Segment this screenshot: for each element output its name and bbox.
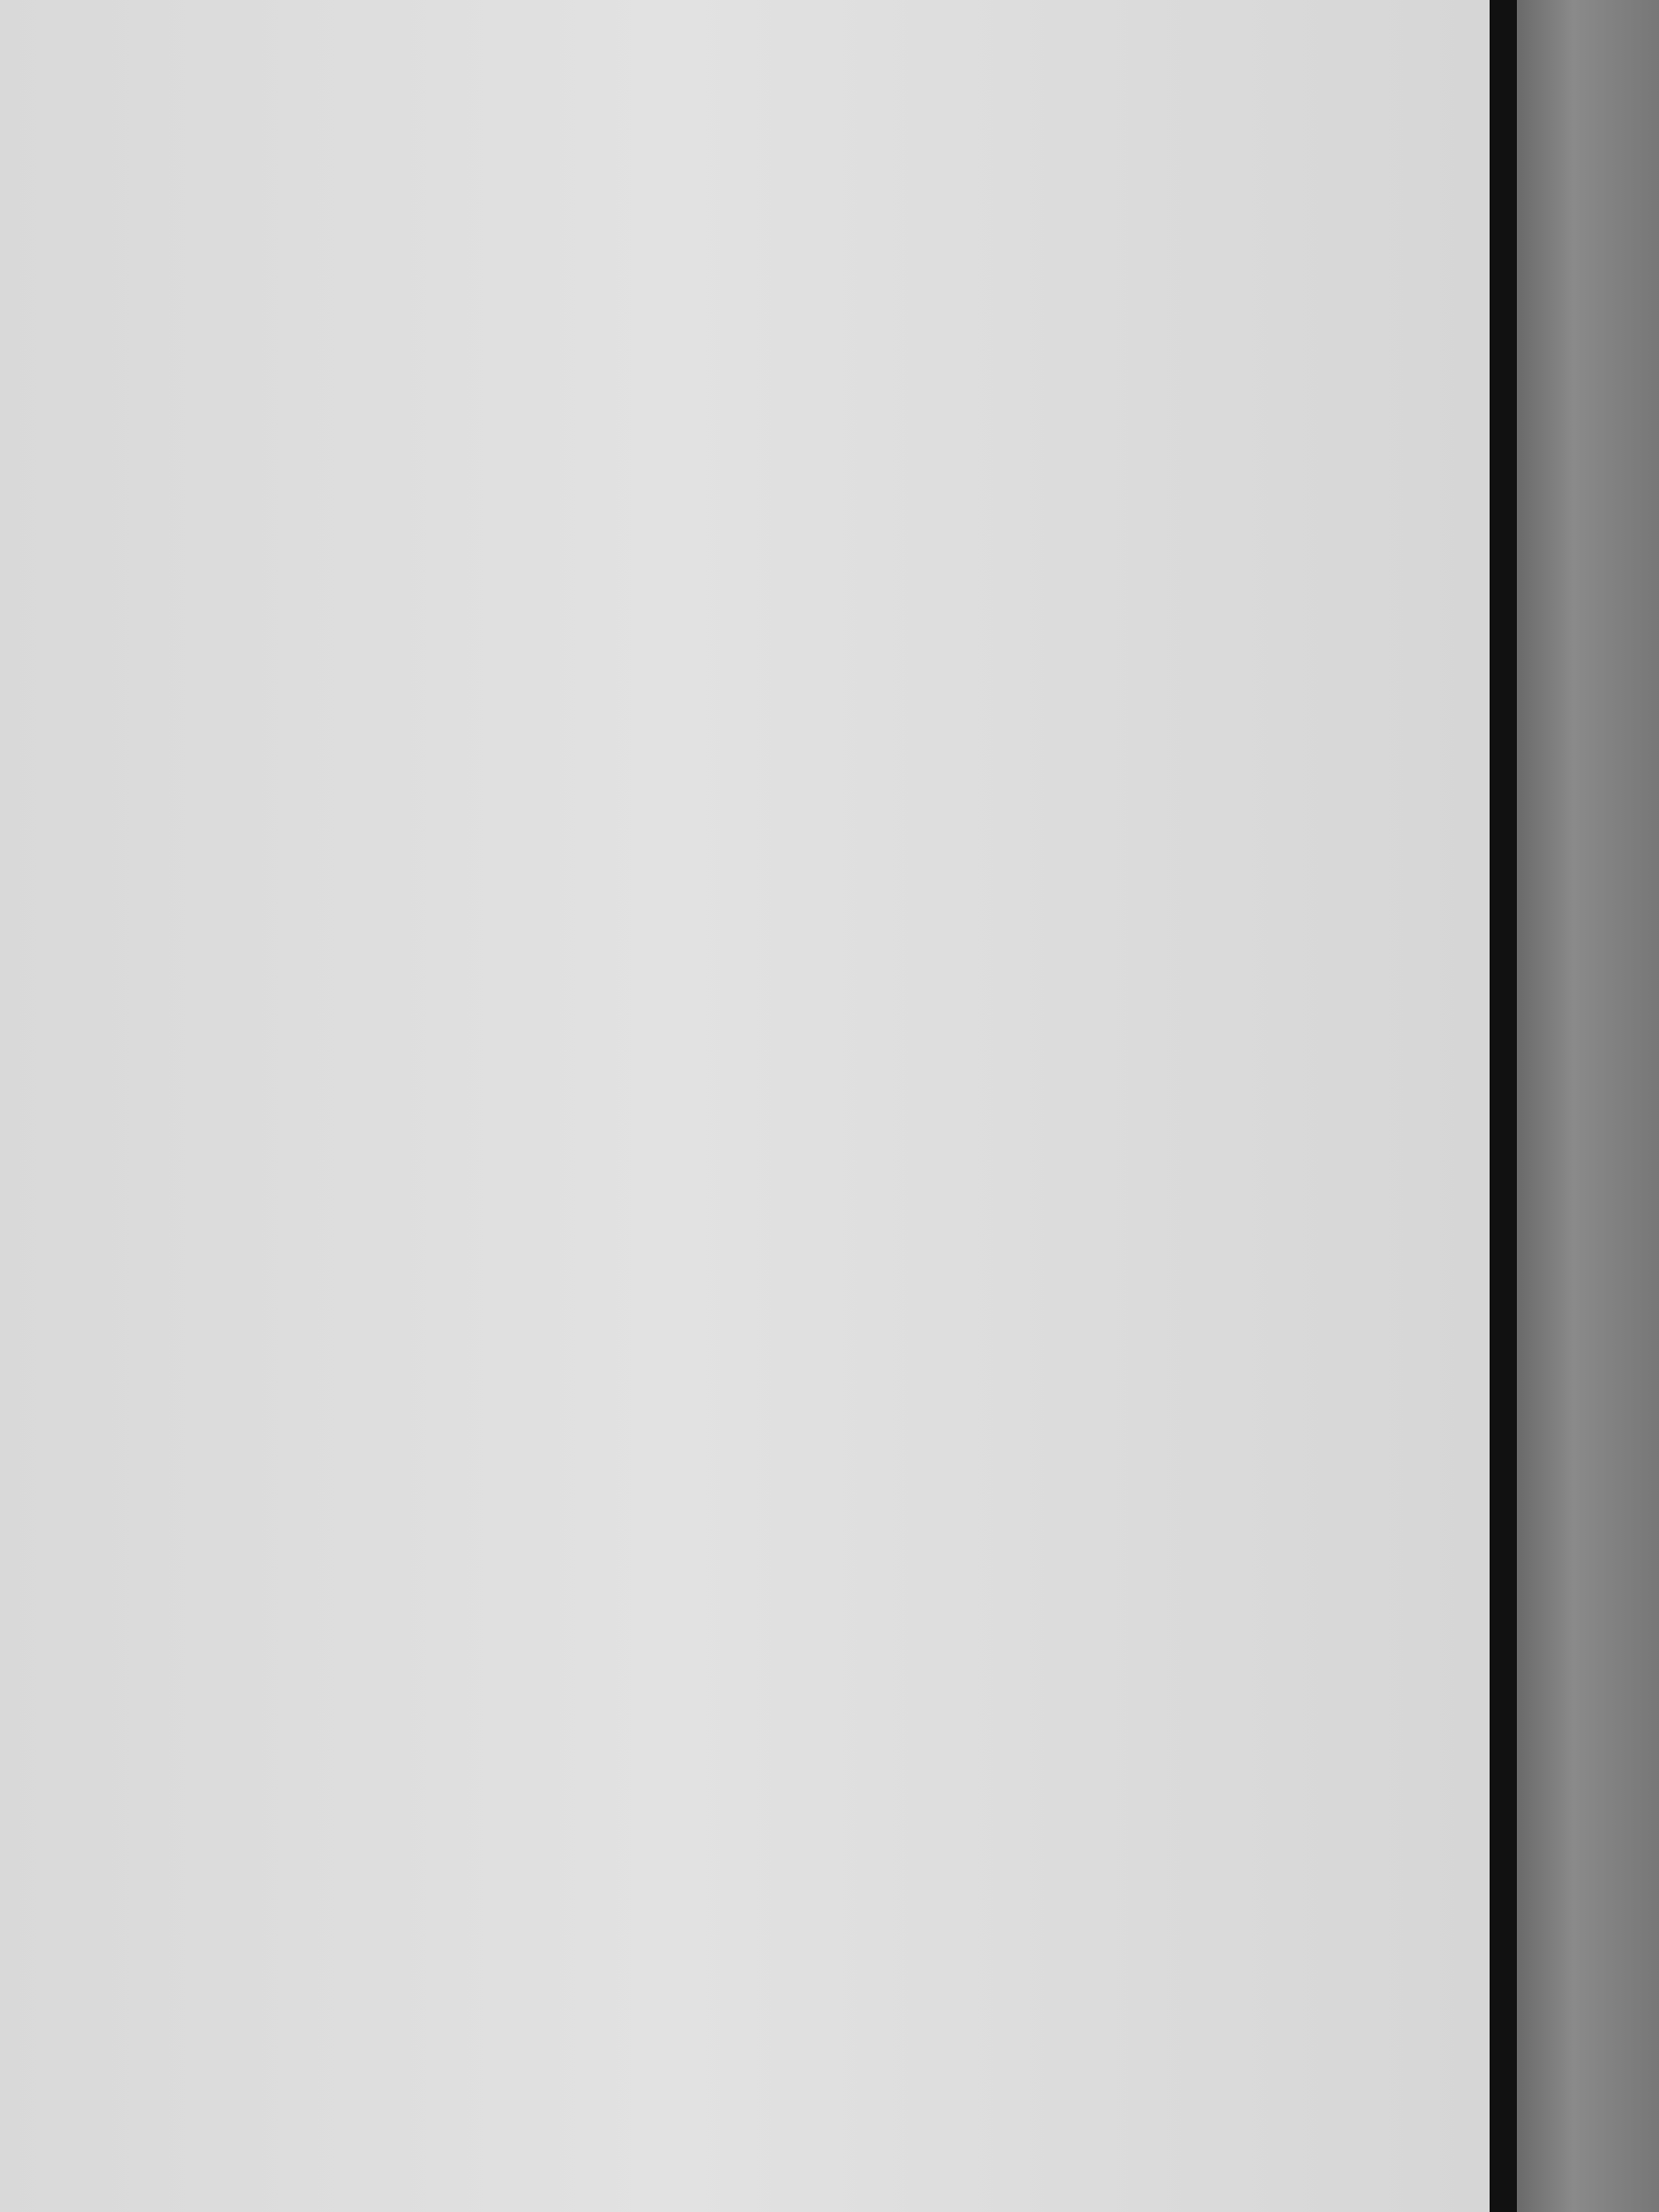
book-cover-edge — [1517, 0, 1659, 2212]
book-spine — [1490, 0, 1517, 2212]
